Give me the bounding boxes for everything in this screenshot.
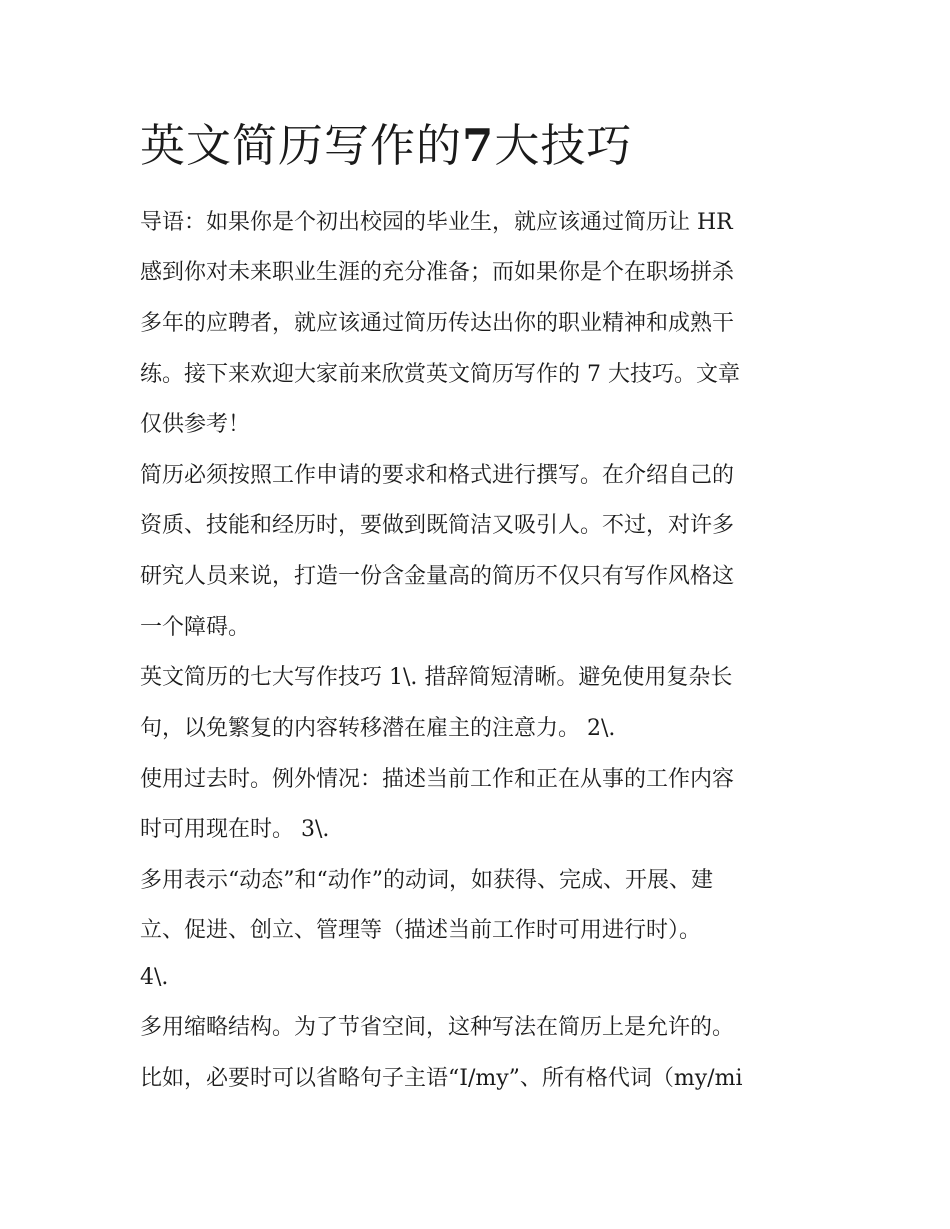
title-text-post: 大技巧	[494, 119, 633, 172]
body-line: 简历必须按照工作申请的要求和格式进行撰写。在介绍自己的	[140, 463, 735, 488]
body-line: 练。接下来欢迎大家前来欣赏英文简历写作的 7 大技巧。文章	[140, 362, 740, 387]
body-line: 仅供参考！	[140, 412, 251, 437]
body-line: 一个障碍。	[140, 615, 251, 640]
body-line: 资质、技能和经历时，要做到既简洁又吸引人。不过，对许多	[140, 513, 735, 538]
body-line: 英文简历的七大写作技巧 1\. 措辞简短清晰。避免使用复杂长	[140, 665, 733, 690]
body-line: 时可用现在时。 3\.	[140, 817, 330, 842]
body-line: 使用过去时。例外情况：描述当前工作和正在从事的工作内容	[140, 767, 735, 792]
body-line: 感到你对未来职业生涯的充分准备；而如果你是个在职场拼杀	[140, 260, 735, 285]
body-line: 多用缩略结构。为了节省空间，这种写法在简历上是允许的。	[140, 1015, 735, 1040]
title-number: 7	[462, 119, 495, 172]
body-line: 句，以免繁复的内容转移潜在雇主的注意力。 2\.	[140, 716, 616, 741]
body-line: 研究人员来说，打造一份含金量高的简历不仅只有写作风格这	[140, 564, 735, 589]
body-line: 导语：如果你是个初出校园的毕业生，就应该通过简历让 HR	[140, 210, 733, 235]
body-line: 立、促进、创立、管理等（描述当前工作时可用进行时）。	[140, 918, 702, 943]
body-line: 比如，必要时可以省略句子主语“I/my”、所有格代词（my/mi	[140, 1066, 743, 1091]
body-line: 4\.	[140, 965, 169, 990]
document-title	[140, 112, 632, 180]
title-text-pre: 英文简历写作的	[140, 119, 463, 172]
body-line: 多年的应聘者，就应该通过简历传达出你的职业精神和成熟干	[140, 311, 735, 336]
body-line: 多用表示“动态”和“动作”的动词，如获得、完成、开展、建	[140, 868, 713, 893]
